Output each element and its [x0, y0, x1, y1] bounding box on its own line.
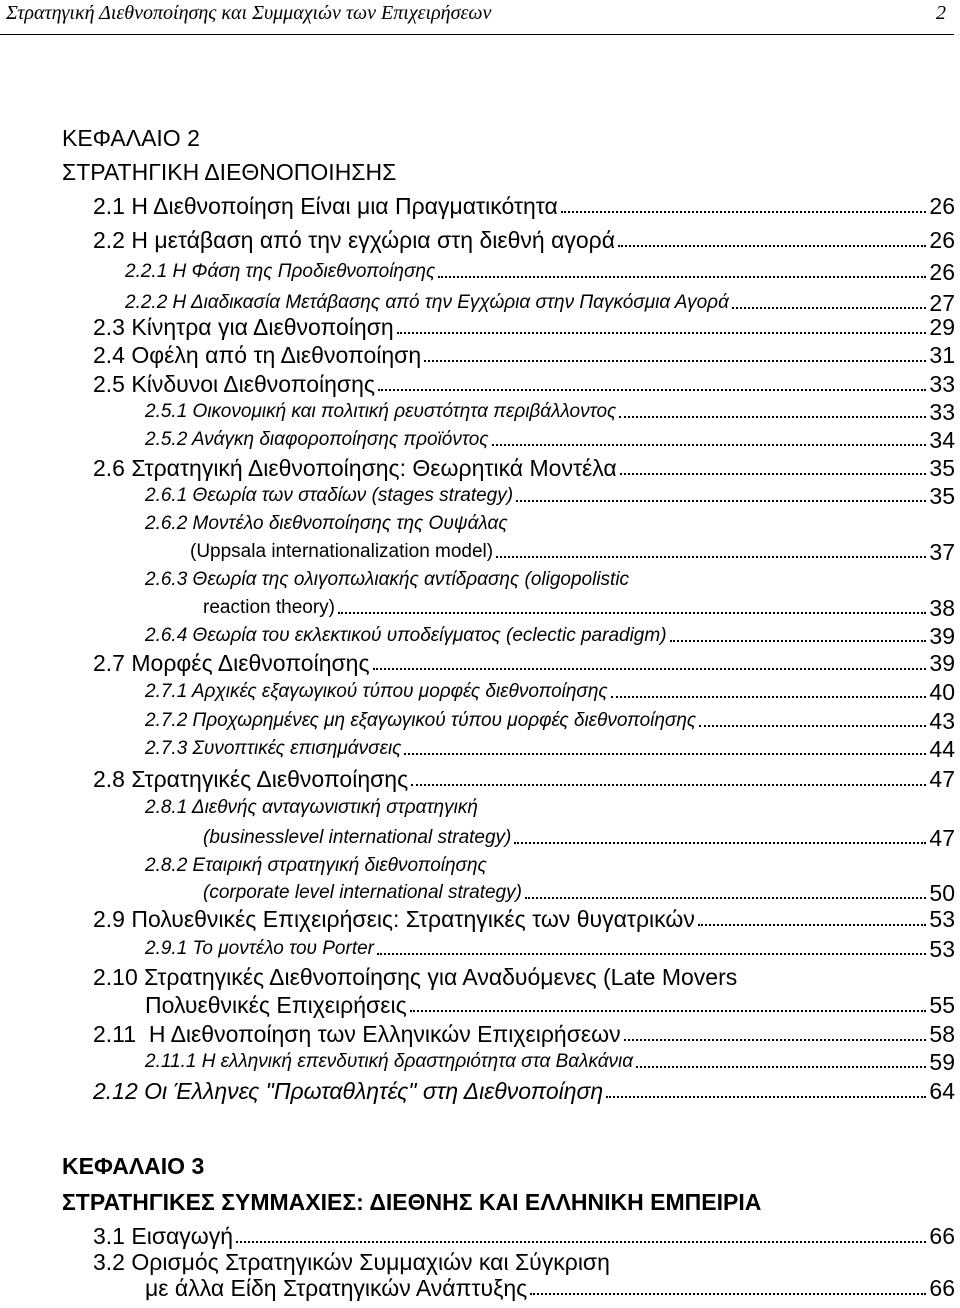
toc-entry[interactable]	[93, 227, 955, 253]
toc-entry-page: 39	[929, 623, 955, 649]
toc-entry-text: 2.2.1 Η Φάση της Προδιεθνοποίησης	[125, 261, 436, 282]
toc-entry-text: 2.6.2 Μοντέλο διεθνοποίησης της Ουψάλας	[145, 513, 508, 534]
dot-leader	[606, 1096, 926, 1098]
toc-entry-text: 2.6.1 Θεωρία των σταδίων (stages strategy)	[145, 485, 514, 506]
toc-entry[interactable]	[203, 827, 955, 849]
toc-entry-page: 66	[929, 1275, 955, 1301]
toc-entry[interactable]	[93, 906, 955, 932]
toc-entry[interactable]	[145, 429, 955, 451]
dot-leader	[424, 360, 926, 362]
dot-leader	[377, 953, 926, 955]
dot-leader	[619, 416, 926, 418]
toc-entry-text: 2.6.4 Θεωρία του εκλεκτικού υποδείγματος (eclectic paradigm)	[145, 625, 667, 646]
dot-leader	[620, 473, 927, 475]
dot-leader	[525, 897, 926, 899]
toc-entry-page: 38	[929, 595, 955, 621]
toc-entry-page: 50	[929, 880, 955, 906]
toc-entry-text: 3.1 Εισαγωγή	[93, 1223, 234, 1249]
toc-entry[interactable]	[93, 1078, 955, 1104]
toc-entry-page: 47	[929, 825, 955, 851]
toc-entry[interactable]	[93, 193, 955, 219]
dot-leader	[378, 389, 926, 391]
toc-entry-page: 26	[929, 259, 955, 285]
toc-entry-text: 2.7.3 Συνοπτικές επισημάνσεις	[145, 738, 402, 759]
toc-entry-page: 40	[929, 679, 955, 705]
toc-entry-text: 2.9.1 Το μοντέλο του Porter	[145, 938, 374, 959]
toc-entry-text: 2.7.2 Προχωρημένες μη εξαγωγικού τύπου μορφές διεθνοποίησης	[145, 710, 697, 731]
toc-entry-text-cont: (Uppsala internationalization model)	[190, 541, 494, 562]
toc-entry-text: 2.6 Στρατηγική Διεθνοποίησης: Θεωρητικά Μοντέλα	[93, 455, 617, 481]
dot-leader	[338, 612, 926, 614]
toc-entry-text: 2.5.2 Ανάγκη διαφοροποίησης προϊόντος	[145, 429, 489, 450]
toc-entry[interactable]	[125, 292, 955, 314]
dot-leader	[516, 500, 926, 502]
toc-entry-text: 2.8 Στρατηγικές Διεθνοποίησης	[93, 766, 409, 792]
toc-entry[interactable]	[145, 681, 955, 703]
toc-entry-text: 2.2.2 Η Διαδικασία Μετάβασης από την Εγχώρια στην Παγκόσμια Αγορά	[125, 292, 729, 313]
toc-entry[interactable]	[145, 992, 955, 1018]
toc-entry-page: 33	[929, 399, 955, 425]
dot-leader	[438, 276, 926, 278]
toc-entry-text: 2.2 Η μετάβαση από την εγχώρια στη διεθνή αγορά	[93, 227, 616, 253]
dot-leader	[410, 1010, 927, 1012]
toc-entry-text: 2.11 Η Διεθνοποίηση των Ελληνικών Επιχειρήσεων	[93, 1021, 621, 1047]
toc-entry-text-cont: Πολυεθνικές Επιχειρήσεις	[145, 992, 407, 1018]
toc-entry-text: 2.3 Κίνητρα για Διεθνοποίηση	[93, 314, 394, 340]
dot-leader	[636, 1066, 926, 1068]
toc-entry[interactable]	[93, 1021, 955, 1047]
chapter-label: ΚΕΦΑΛΑΙΟ 3	[62, 1153, 205, 1179]
header-page-number: 2	[936, 2, 946, 24]
dot-leader	[514, 842, 926, 844]
toc-entry-page: 34	[929, 427, 955, 453]
dot-leader	[496, 556, 926, 558]
toc-entry-text: 2.10 Στρατηγικές Διεθνοποίησης για Αναδυόμενες (Late Movers	[93, 964, 738, 990]
toc-entry-page: 37	[929, 539, 955, 565]
chapter-title: ΣΤΡΑΤΗΓΙΚΗ ΔΙΕΘΝΟΠΟΙΗΣΗΣ	[62, 159, 397, 185]
dot-leader	[236, 1241, 926, 1243]
toc-entry-text: 2.11.1 Η ελληνική επενδυτική δραστηριότητα στα Βαλκάνια	[145, 1051, 634, 1072]
dot-leader	[373, 668, 927, 670]
toc-entry-page: 39	[929, 650, 955, 676]
dot-leader	[698, 924, 927, 926]
toc-entry-page: 59	[929, 1049, 955, 1075]
toc-entry-text: 2.7 Μορφές Διεθνοποίησης	[93, 650, 370, 676]
toc-entry-page: 53	[929, 936, 955, 962]
toc-entry[interactable]	[125, 261, 955, 283]
toc-entry-page: 47	[929, 766, 955, 792]
toc-entry-page: 43	[929, 708, 955, 734]
toc-entry-text: 2.7.1 Αρχικές εξαγωγικού τύπου μορφές διεθνοποίησης	[145, 681, 608, 702]
toc-entry-text: 2.6.3 Θεωρία της ολιγοπωλιακής αντίδρασης (oligopolistic	[145, 569, 630, 590]
dot-leader	[624, 1039, 927, 1041]
toc-entry-page: 35	[929, 455, 955, 481]
toc-entry-page: 55	[929, 992, 955, 1018]
toc-entry[interactable]	[203, 882, 955, 904]
dot-leader	[397, 332, 927, 334]
toc-entry-text: 2.1 Η Διεθνοποίηση Είναι μια Πραγματικότητα	[93, 193, 558, 219]
toc-entry-page: 64	[929, 1078, 955, 1104]
toc-entry-text: 2.8.2 Εταιρική στρατηγική διεθνοποίησης	[145, 855, 487, 876]
toc-entry[interactable]	[145, 710, 955, 732]
dot-leader	[530, 1293, 926, 1295]
toc-entry-text-cont: (corporate level international strategy)	[203, 882, 522, 903]
toc-entry-page: 26	[929, 227, 955, 253]
toc-entry-text: 3.2 Ορισμός Στρατηγικών Συμμαχιών και Σύγκριση	[93, 1249, 610, 1275]
toc-entry-text-cont: reaction theory)	[203, 597, 336, 618]
dot-leader	[611, 696, 927, 698]
toc-entry[interactable]	[203, 597, 955, 619]
toc-entry-text: 2.8.1 Διεθνής ανταγωνιστική στρατηγική	[145, 797, 478, 818]
toc-entry-text: 2.9 Πολυεθνικές Επιχειρήσεις: Στρατηγικές των θυγατρικών	[93, 906, 695, 932]
toc-entry-page: 27	[929, 290, 955, 316]
toc-entry[interactable]	[93, 455, 955, 481]
chapter-title: ΣΤΡΑΤΗΓΙΚΕΣ ΣΥΜΜΑΧΙΕΣ: ΔΙΕΘΝΗΣ ΚΑΙ ΕΛΛΗΝΙΚΗ ΕΜΠΕΙΡΙΑ	[62, 1189, 762, 1215]
toc-entry-page: 33	[929, 371, 955, 397]
toc-entry[interactable]	[93, 371, 955, 397]
toc-entry[interactable]	[93, 314, 955, 340]
toc-entry[interactable]	[190, 541, 955, 563]
chapter-label: ΚΕΦΑΛΑΙΟ 2	[62, 125, 200, 151]
toc-entry[interactable]	[145, 485, 955, 507]
toc-entry-text-cont: (businesslevel international strategy)	[203, 827, 512, 848]
toc-entry[interactable]	[145, 1051, 955, 1073]
toc-entry[interactable]	[93, 342, 955, 368]
toc-entry-text-cont: με άλλα Είδη Στρατηγικών Ανάπτυξης	[145, 1275, 528, 1301]
toc-entry[interactable]	[145, 938, 955, 960]
page-header	[0, 0, 954, 35]
toc-entry[interactable]	[93, 766, 955, 792]
toc-entry-text: 2.4 Οφέλη από τη Διεθνοποίηση	[93, 342, 422, 368]
toc-entry-text: 2.5 Κίνδυνοι Διεθνοποίησης	[93, 371, 376, 397]
dot-leader	[618, 245, 926, 247]
toc-entry[interactable]	[145, 401, 955, 423]
toc-entry[interactable]	[145, 1275, 955, 1301]
dot-leader	[699, 725, 926, 727]
toc-entry-page: 58	[929, 1021, 955, 1047]
toc-entry[interactable]	[145, 738, 955, 760]
toc-entry-page: 29	[929, 314, 955, 340]
dot-leader	[732, 307, 927, 309]
dot-leader	[670, 640, 927, 642]
header-title: Στρατηγική Διεθνοποίησης και Συμμαχιών των Επιχειρήσεων	[6, 2, 492, 24]
dot-leader	[404, 753, 926, 755]
toc-entry-page: 35	[929, 483, 955, 509]
toc-entry-page: 44	[929, 736, 955, 762]
toc-entry-page: 66	[929, 1223, 955, 1249]
toc-entry-page: 31	[929, 342, 955, 368]
toc-entry[interactable]	[145, 625, 955, 647]
toc-entry-page: 26	[929, 193, 955, 219]
toc-entry-text: 2.12 Οι Έλληνες "Πρωταθλητές" στη Διεθνοποίηση	[93, 1078, 604, 1104]
dot-leader	[561, 211, 927, 213]
toc-entry-page: 53	[929, 906, 955, 932]
toc-entry[interactable]	[93, 650, 955, 676]
dot-leader	[411, 784, 926, 786]
toc-entry[interactable]	[93, 1223, 955, 1249]
toc-entry-text: 2.5.1 Οικονομική και πολιτική ρευστότητα περιβάλλοντος	[145, 401, 617, 422]
dot-leader	[492, 444, 927, 446]
